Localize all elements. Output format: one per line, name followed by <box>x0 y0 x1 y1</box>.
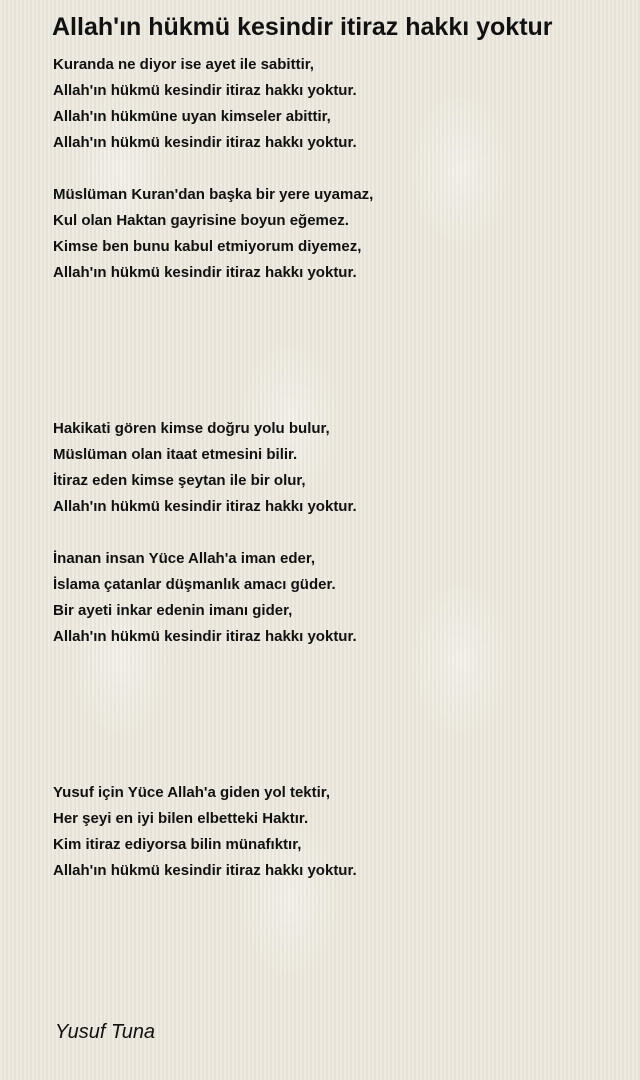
stanza-gap <box>53 156 613 182</box>
poem-line: Allah'ın hükmü kesindir itiraz hakkı yoktur. <box>53 264 357 281</box>
poem-line: Müslüman Kuran'dan başka bir yere uyamaz, <box>53 186 374 203</box>
poem-line: Allah'ın hükmü kesindir itiraz hakkı yoktur. <box>53 134 357 151</box>
poem-author: Yusuf Tuna <box>55 1021 156 1043</box>
stanza-2 <box>53 182 613 286</box>
poem-line: Kuranda ne diyor ise ayet ile sabittir, <box>53 56 314 73</box>
stanza-4 <box>53 546 613 650</box>
poem-line: Müslüman olan itaat etmesini bilir. <box>53 446 298 463</box>
poem-line: Allah'ın hükmü kesindir itiraz hakkı yoktur. <box>53 628 357 645</box>
poem-line: Allah'ın hükmü kesindir itiraz hakkı yoktur. <box>53 82 357 99</box>
poem-line: Yusuf için Yüce Allah'a giden yol tektir, <box>53 784 330 801</box>
poem-line: İslama çatanlar düşmanlık amacı güder. <box>53 576 336 593</box>
poem-line: İnanan insan Yüce Allah'a iman eder, <box>53 550 315 567</box>
stanza-gap <box>53 286 613 416</box>
stanza-5 <box>53 780 613 884</box>
poem-line: Hakikati gören kimse doğru yolu bulur, <box>53 420 330 437</box>
stanza-gap <box>53 520 613 546</box>
poem-line: Kul olan Haktan gayrisine boyun eğemez. <box>53 212 349 229</box>
poem-line: Her şeyi en iyi bilen elbetteki Haktır. <box>53 810 309 827</box>
poem-line: Allah'ın hükmüne uyan kimseler abittir, <box>53 108 331 125</box>
poem-line: Allah'ın hükmü kesindir itiraz hakkı yoktur. <box>53 862 357 879</box>
poem-line: Kim itiraz ediyorsa bilin münafıktır, <box>53 836 302 853</box>
poem-line: Bir ayeti inkar edenin imanı gider, <box>53 602 293 619</box>
poem-body <box>53 52 613 884</box>
poem-line: Allah'ın hükmü kesindir itiraz hakkı yoktur. <box>53 498 357 515</box>
stanza-3 <box>53 416 613 520</box>
stanza-1 <box>53 52 613 156</box>
poem-title: Allah'ın hükmü kesindir itiraz hakkı yoktur <box>52 13 553 41</box>
poem-line: İtiraz eden kimse şeytan ile bir olur, <box>53 472 306 489</box>
poem-line: Kimse ben bunu kabul etmiyorum diyemez, <box>53 238 362 255</box>
stanza-gap <box>53 650 613 780</box>
